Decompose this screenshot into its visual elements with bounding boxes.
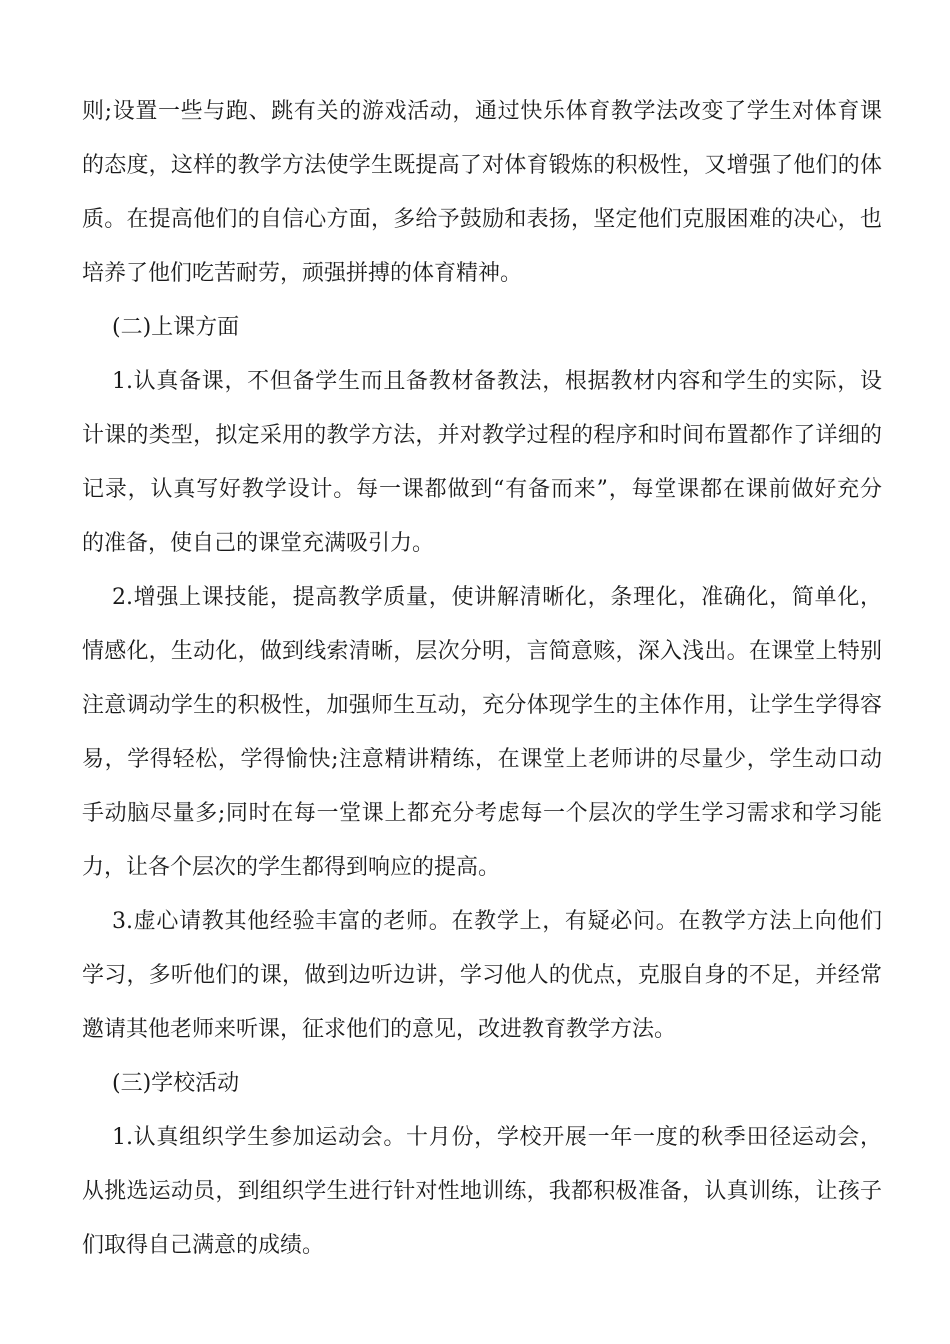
text-line: 1.认真组织学生参加运动会。十月份，学校开展一年一度的秋季田径运动会，	[112, 1125, 882, 1150]
text-line: 注意调动学生的积极性，加强师生互动，充分体现学生的主体作用，让学生学得容	[82, 693, 882, 718]
text-line: 2.增强上课技能，提高教学质量，使讲解清晰化，条理化，准确化，简单化，	[112, 585, 882, 610]
text-line: 情感化，生动化，做到线索清晰，层次分明，言简意赅，深入浅出。在课堂上特别	[82, 639, 882, 664]
text-line: 则;设置一些与跑、跳有关的游戏活动，通过快乐体育教学法改变了学生对体育课	[82, 99, 882, 124]
text-line: 培养了他们吃苦耐劳，顽强拼搏的体育精神。	[82, 261, 523, 286]
document-body	[82, 85, 882, 1273]
text-line: (二)上课方面	[112, 315, 240, 340]
text-line: 3.虚心请教其他经验丰富的老师。在教学上，有疑必问。在教学方法上向他们	[112, 909, 882, 934]
text-line: 力，让各个层次的学生都得到响应的提高。	[82, 855, 501, 880]
text-line: 记录，认真写好教学设计。每一课都做到“有备而来”，每堂课都在课前做好充分	[82, 477, 882, 502]
text-line: (三)学校活动	[112, 1071, 240, 1096]
text-line: 从挑选运动员，到组织学生进行针对性地训练，我都积极准备，认真训练，让孩子	[82, 1179, 882, 1204]
text-line: 学习，多听他们的课，做到边听边讲，学习他人的优点，克服自身的不足，并经常	[82, 963, 882, 988]
text-line: 的准备，使自己的课堂充满吸引力。	[82, 531, 435, 556]
text-line: 1.认真备课，不但备学生而且备教材备教法，根据教材内容和学生的实际，设	[112, 369, 882, 394]
text-line: 易，学得轻松，学得愉快;注意精讲精练，在课堂上老师讲的尽量少，学生动口动	[82, 747, 882, 772]
text-line: 们取得自己满意的成绩。	[82, 1233, 325, 1258]
text-line: 计课的类型，拟定采用的教学方法，并对教学过程的程序和时间布置都作了详细的	[82, 423, 882, 448]
text-line: 的态度，这样的教学方法使学生既提高了对体育锻炼的积极性，又增强了他们的体	[82, 153, 882, 178]
text-line: 手动脑尽量多;同时在每一堂课上都充分考虑每一个层次的学生学习需求和学习能	[82, 801, 882, 826]
text-line: 质。在提高他们的自信心方面，多给予鼓励和表扬，坚定他们克服困难的决心，也	[82, 207, 882, 232]
text-line: 邀请其他老师来听课，征求他们的意见，改进教育教学方法。	[82, 1017, 677, 1042]
